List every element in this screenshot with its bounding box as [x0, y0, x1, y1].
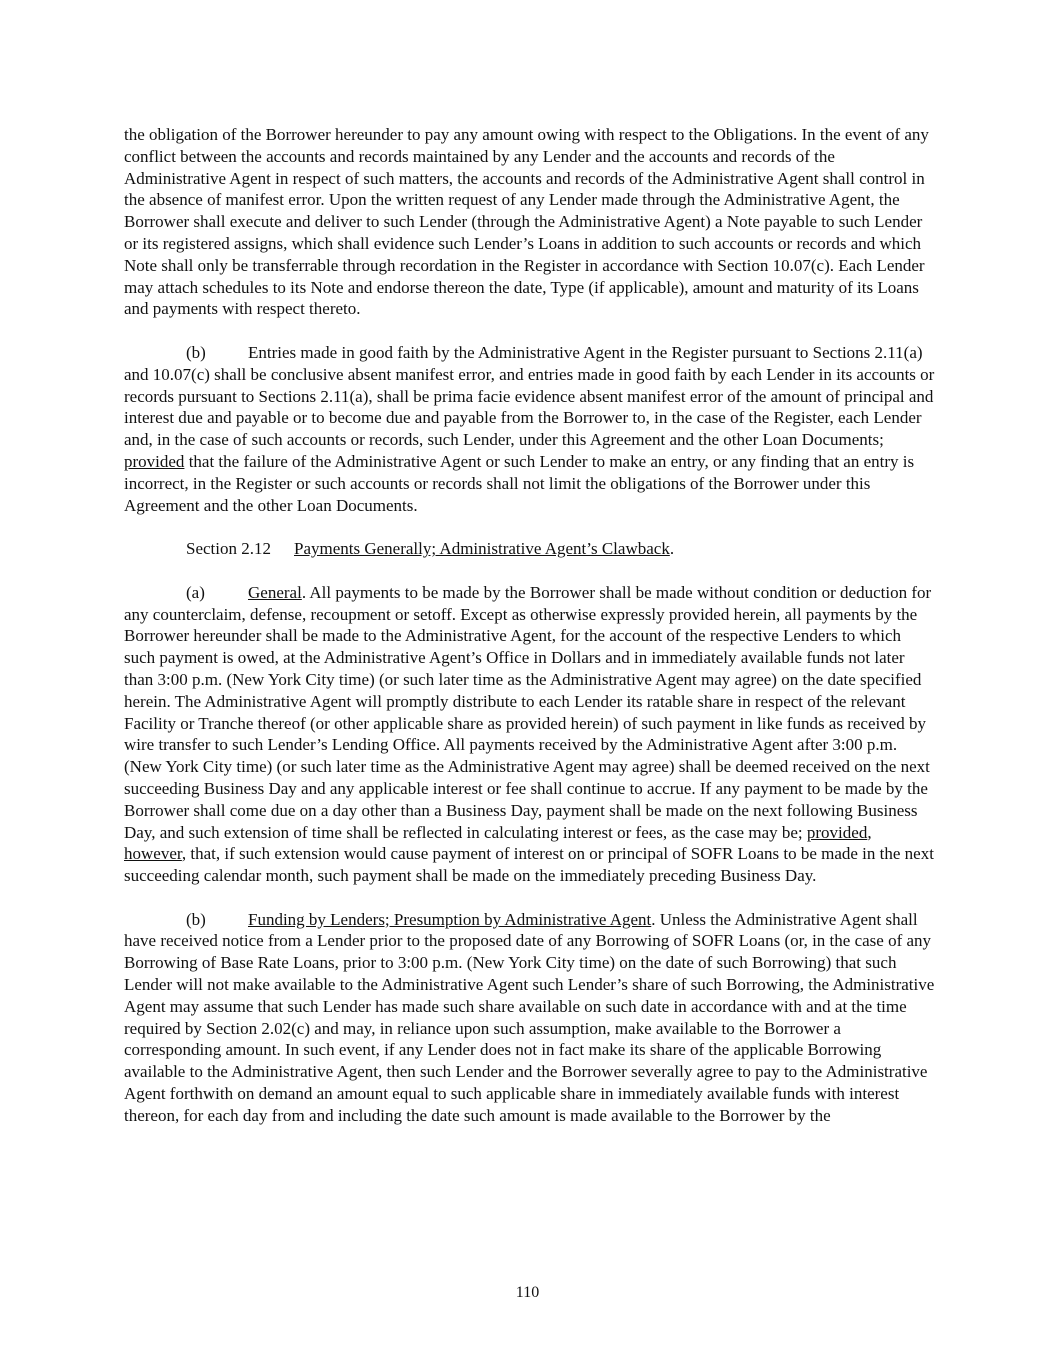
section-number: Section 2.12 [186, 539, 271, 559]
clause-label: (b) [186, 342, 206, 362]
clause-label: (a) [186, 582, 205, 602]
section-heading: Section 2.12 Payments Generally; Administrative Agent’s Clawback. [186, 539, 675, 559]
paragraph-continuation: the obligation of the Borrower hereunder to pay any amount owing with respect to the Obligations. In the event of any conflict between the accounts and records maintained by any Lender and the accounts and records of the Administrative Agent in respect of such matters, the accounts and records of the Administrative Agent shall control in the absence of manifest error. Upon the written request of any Lender made through the Administrative Agent, the Borrower shall execute and deliver to such Lender (through the Administrative Agent) a Note payable to such Lender or its registered assigns, which shall evidence such Lender’s Loans in addition to such accounts or records and which Note shall only be transferrable through recordation in the Register in accordance with Section 10.07(c). Each Lender may attach schedules to its Note and endorse thereon the date, Type (if applicable), amount and maturity of its Loans and payments with respect thereto. [124, 125, 929, 319]
clause-label: (b) [186, 909, 206, 929]
clause-heading: Funding by Lenders; Presumption by Administrative Agent [248, 909, 652, 929]
paragraph-a-general: (a) General. All payments to be made by the Borrower shall be made without condition or deduction for any counterclaim, defense, recoupment or setoff. Except as otherwise expressly provided herein, all payments by the Borrower hereunder shall be made to the Administrative Agent, for the account of the respective Lenders to which such payment is owed, at the Administrative Agent’s Office in Dollars and in immediately available funds not later than 3:00 p.m. (New York City time) (or such later time as the Administrative Agent may agree) on the date specified herein. The Administrative Agent will promptly distribute to each Lender its ratable share in respect of the relevant Facility or Tranche thereof (or other applicable share as provided herein) of such payment in like funds as received by wire transfer to such Lender’s Lending Office. All payments received by the Administrative Agent after 3:00 p.m. (New York City time) (or such later time as the Administrative Agent may agree) shall be deemed received on the next succeeding Business Day and any applicable interest or fee shall continue to accrue. If any payment to be made by the Borrower shall come due on a day other than a Business Day, payment shall be made on the next following Business Day, and such extension of time shall be reflected in calculating interest or fees, as the case may be; provided, however, that, if such extension would cause payment of interest on or principal of SOFR Loans to be made in the next succeeding calendar month, such payment shall be made on the immediately preceding Business Day. [124, 582, 934, 886]
clause-heading: General [248, 582, 302, 602]
paragraph-b-funding: (b) Funding by Lenders; Presumption by Administrative Agent. Unless the Administrative Agent shall have received notice from a Lender prior to the proposed date of any Borrowing of SOFR Loans (or, in the case of any Borrowing of Base Rate Loans, prior to 3:00 p.m. (New York City time) on the date of such Borrowing) that such Lender will not make available to the Administrative Agent such Lender’s share of such Borrowing, the Administrative Agent may assume that such Lender has made such share available on such date in accordance with and at the time required by Section 2.02(c) and may, in reliance upon such assumption, make available to the Borrower a corresponding amount. In such event, if any Lender does not in fact make its share of the applicable Borrowing available to the Administrative Agent, then such Lender and the Borrower severally agree to pay to the Administrative Agent forthwith on demand an amount equal to such applicable share in immediately available funds with interest thereon, for each day from and including the date such amount is made available to the Borrower by the [124, 909, 935, 1125]
document-page [124, 124, 936, 1148]
however-term: however [124, 844, 182, 864]
paragraph-b-entries: (b) Entries made in good faith by the Administrative Agent in the Register pursuant to Sections 2.11(a) and 10.07(c) shall be conclusive absent manifest error, and entries made in good faith by each Lender in its accounts or records pursuant to Sections 2.11(a), shall be prima facie evidence absent manifest error of the amount of principal and interest due and payable or to become due and payable from the Borrower to, in the case of the Register, each Lender and, in the case of such accounts or records, such Lender, under this Agreement and the other Loan Documents; provided that the failure of the Administrative Agent or such Lender to make an entry, or any finding that an entry is incorrect, in the Register or such accounts or records shall not limit the obligations of the Borrower under this Agreement and the other Loan Documents. [124, 342, 935, 515]
provided-term: provided [806, 822, 868, 842]
section-title: Payments Generally; Administrative Agent’s Clawback [294, 539, 670, 559]
provided-term: provided [124, 451, 185, 471]
page-number: 110 [515, 1284, 540, 1301]
